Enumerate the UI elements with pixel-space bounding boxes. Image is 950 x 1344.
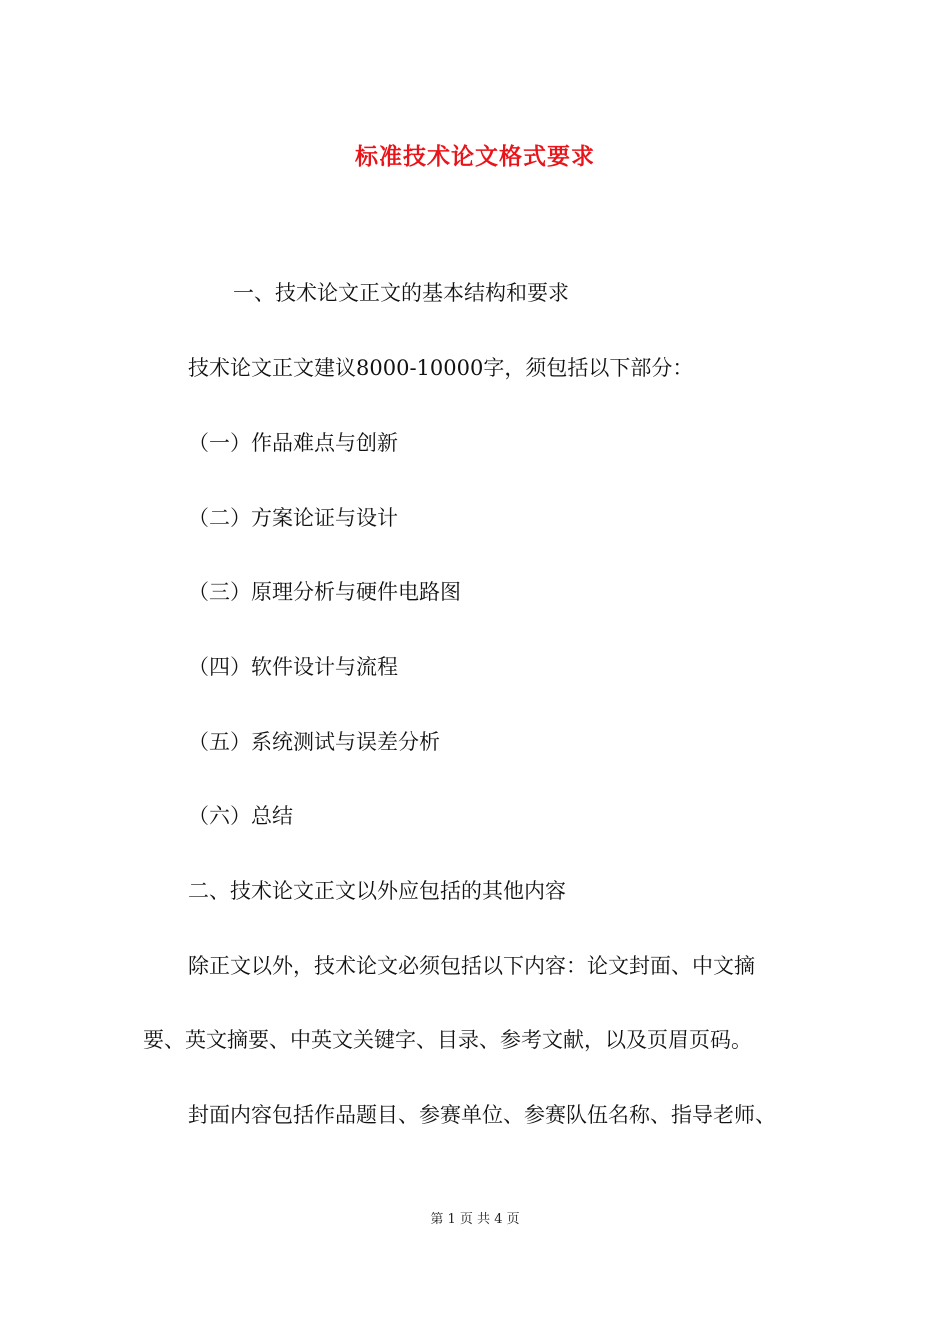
- list-item: （六）总结: [188, 804, 293, 828]
- list-item: （五）系统测试与误差分析: [188, 730, 440, 754]
- section2-heading: 二、技术论文正文以外应包括的其他内容: [188, 879, 566, 903]
- section2-paragraph-line: 除正文以外，技术论文必须包括以下内容：论文封面、中文摘: [188, 954, 755, 978]
- list-item: （三）原理分析与硬件电路图: [188, 580, 461, 604]
- page-footer: [0, 1208, 950, 1227]
- list-item: （一）作品难点与创新: [188, 431, 398, 455]
- section1-heading: 一、技术论文正文的基本结构和要求: [233, 281, 569, 305]
- list-item: （四）软件设计与流程: [188, 655, 398, 679]
- document-title: 标准技术论文格式要求: [355, 143, 595, 170]
- list-item: （二）方案论证与设计: [188, 506, 398, 530]
- section1-intro: 技术论文正文建议8000-10000字，须包括以下部分：: [188, 356, 694, 380]
- cover-paragraph-line: 封面内容包括作品题目、参赛单位、参赛队伍名称、指导老师、: [188, 1103, 776, 1127]
- section2-paragraph-line: 要、英文摘要、中英文关键字、目录、参考文献，以及页眉页码。: [143, 1028, 752, 1052]
- page-number-text: 第 1 页 共 4 页: [430, 1212, 520, 1227]
